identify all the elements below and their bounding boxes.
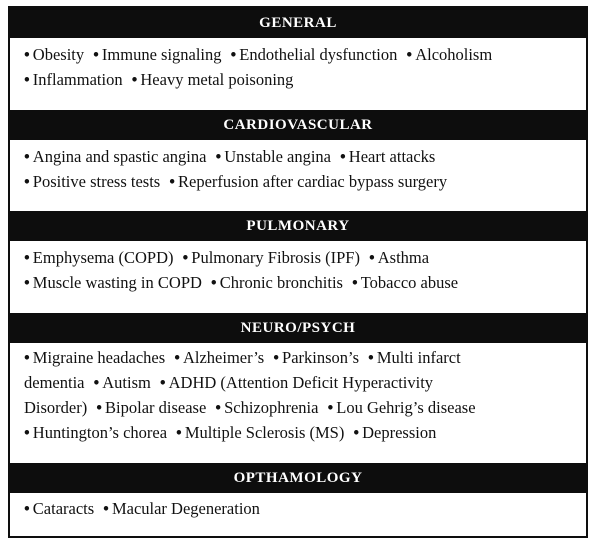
condition-text: Angina and spastic angina	[32, 147, 207, 166]
condition-item	[182, 248, 359, 267]
section-header-opthamology	[10, 463, 586, 493]
condition-text: Asthma	[377, 248, 430, 267]
condition-text: Endothelial dysfunction	[239, 45, 398, 64]
condition-item	[231, 45, 398, 64]
condition-item	[24, 348, 165, 367]
condition-line	[24, 496, 576, 521]
condition-line	[24, 395, 576, 420]
section-header-pulmonary	[10, 211, 586, 241]
condition-item	[352, 273, 458, 292]
bullet-icon: •	[182, 248, 189, 267]
condition-line	[24, 144, 576, 169]
condition-text: Parkinson’s	[282, 348, 360, 367]
condition-item	[24, 248, 173, 267]
condition-item	[215, 147, 331, 166]
bullet-icon: •	[24, 348, 30, 367]
condition-item	[24, 398, 87, 417]
bullet-icon: •	[24, 147, 30, 166]
condition-text: Tobacco abuse	[360, 273, 459, 292]
condition-item	[368, 348, 461, 367]
condition-item	[24, 499, 94, 518]
condition-line	[24, 420, 576, 445]
bullet-icon: •	[93, 45, 99, 64]
section-body-opthamology	[10, 496, 586, 521]
condition-item	[353, 423, 436, 442]
condition-text: dementia	[24, 373, 85, 392]
condition-text: Unstable angina	[224, 147, 331, 166]
section-header-cardiovascular	[10, 110, 586, 140]
condition-item	[24, 423, 167, 442]
condition-item	[24, 172, 160, 191]
condition-text: Heart attacks	[348, 147, 436, 166]
section-title: PULMONARY	[246, 218, 350, 234]
condition-item	[327, 398, 475, 417]
bullet-icon: •	[215, 398, 222, 417]
condition-text: Obesity	[32, 45, 85, 64]
condition-text: Positive stress tests	[32, 172, 161, 191]
condition-text: Emphysema (COPD)	[32, 248, 174, 267]
condition-text: Macular Degeneration	[111, 499, 260, 518]
condition-item	[24, 273, 202, 292]
bullet-icon: •	[169, 172, 175, 191]
condition-item	[369, 248, 429, 267]
bullet-icon: •	[351, 273, 358, 292]
condition-text: Depression	[362, 423, 437, 442]
condition-text: Huntington’s chorea	[32, 423, 168, 442]
section-title: NEURO/PSYCH	[240, 320, 356, 336]
condition-text: Alzheimer’s	[182, 348, 265, 367]
bullet-icon: •	[327, 398, 334, 417]
bullet-icon: •	[353, 423, 360, 442]
condition-line	[24, 42, 576, 67]
bullet-icon: •	[93, 373, 100, 392]
condition-item	[103, 499, 260, 518]
bullet-icon: •	[24, 423, 30, 442]
condition-line	[24, 270, 576, 295]
condition-text: Cataracts	[32, 499, 95, 518]
bullet-icon: •	[368, 348, 374, 367]
section-body-pulmonary	[10, 245, 586, 295]
section-title: OPTHAMOLOGY	[233, 470, 363, 486]
condition-item	[93, 373, 150, 392]
condition-text: Immune signaling	[101, 45, 222, 64]
bullet-icon: •	[96, 398, 103, 417]
bullet-icon: •	[210, 273, 217, 292]
section-header-general	[10, 8, 586, 38]
condition-item	[132, 70, 294, 89]
bullet-icon: •	[24, 499, 30, 518]
section-title: GENERAL	[259, 15, 337, 31]
condition-line	[24, 345, 576, 370]
condition-item	[24, 373, 84, 392]
bullet-icon: •	[273, 348, 280, 367]
condition-line	[24, 370, 576, 395]
condition-line	[24, 67, 576, 92]
bullet-icon: •	[24, 45, 30, 64]
bullet-icon: •	[159, 373, 166, 392]
condition-item	[24, 45, 84, 64]
condition-item	[169, 172, 447, 191]
condition-line	[24, 245, 576, 270]
condition-item	[24, 70, 123, 89]
section-header-neuro-psych	[10, 313, 586, 343]
conditions-table	[8, 6, 588, 538]
condition-text: Multiple Sclerosis (MS)	[184, 423, 345, 442]
condition-item	[96, 398, 206, 417]
condition-text: Chronic bronchitis	[219, 273, 343, 292]
condition-item	[406, 45, 492, 64]
condition-text: Reperfusion after cardiac bypass surgery	[178, 172, 448, 191]
section-body-general	[10, 42, 586, 92]
bullet-icon: •	[24, 172, 30, 191]
bullet-icon: •	[24, 273, 30, 292]
section-title: CARDIOVASCULAR	[223, 117, 373, 133]
condition-line	[24, 169, 576, 194]
bullet-icon: •	[215, 147, 222, 166]
bullet-icon: •	[24, 248, 30, 267]
bullet-icon: •	[131, 70, 138, 89]
condition-text: Alcoholism	[415, 45, 493, 64]
condition-item	[176, 423, 344, 442]
condition-item	[340, 147, 435, 166]
condition-text: Disorder)	[24, 398, 88, 417]
condition-item	[93, 45, 221, 64]
bullet-icon: •	[340, 147, 346, 166]
bullet-icon: •	[103, 499, 109, 518]
condition-text: Multi infarct	[376, 348, 461, 367]
condition-text: Muscle wasting in COPD	[32, 273, 202, 292]
condition-text: Lou Gehrig’s disease	[336, 398, 476, 417]
bullet-icon: •	[176, 423, 182, 442]
condition-text: Pulmonary Fibrosis (IPF)	[191, 248, 360, 267]
bullet-icon: •	[24, 70, 30, 89]
section-body-cardiovascular	[10, 144, 586, 194]
condition-text: Heavy metal poisoning	[140, 70, 294, 89]
bullet-icon: •	[230, 45, 237, 64]
bullet-icon: •	[406, 45, 413, 64]
condition-item	[273, 348, 359, 367]
bullet-icon: •	[174, 348, 180, 367]
condition-text: Inflammation	[32, 70, 123, 89]
condition-text: Migraine headaches	[32, 348, 166, 367]
condition-text: Autism	[102, 373, 151, 392]
condition-item	[215, 398, 318, 417]
section-body-neuro-psych	[10, 345, 586, 445]
condition-text: Schizophrenia	[224, 398, 319, 417]
condition-text: Bipolar disease	[105, 398, 207, 417]
condition-item	[24, 147, 206, 166]
condition-item	[160, 373, 433, 392]
condition-text: ADHD (Attention Deficit Hyperactivity	[168, 373, 434, 392]
bullet-icon: •	[368, 248, 375, 267]
condition-item	[211, 273, 343, 292]
condition-item	[174, 348, 264, 367]
